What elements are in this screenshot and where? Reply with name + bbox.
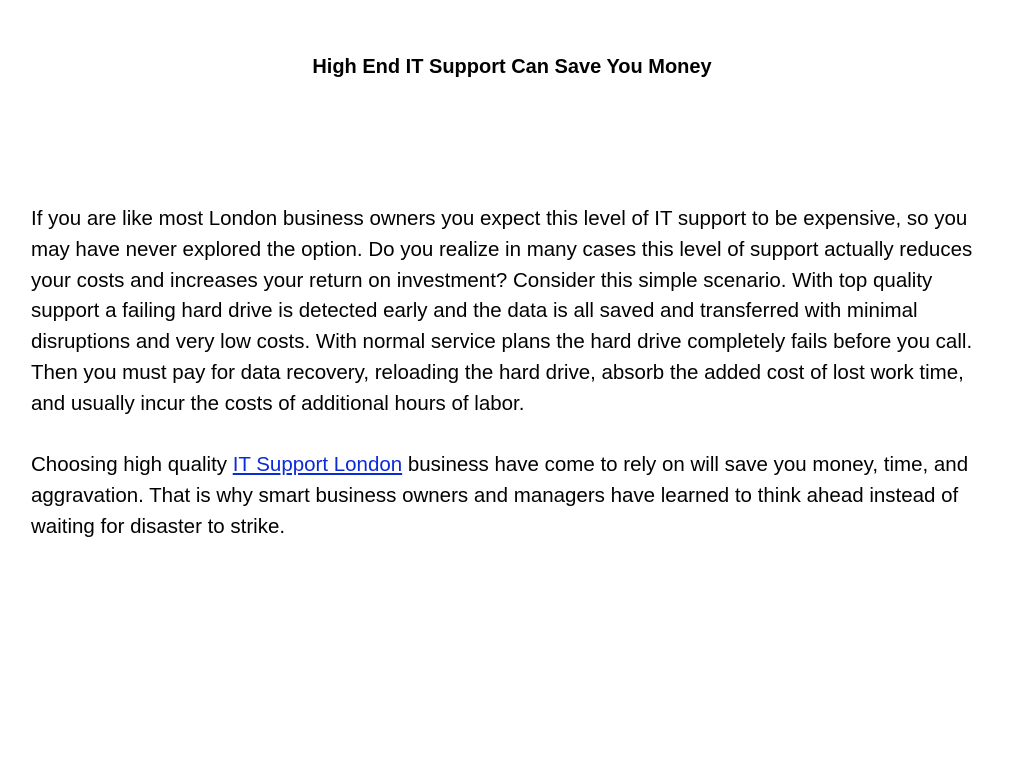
page-title: High End IT Support Can Save You Money [312, 56, 712, 78]
body-text [31, 204, 993, 543]
paragraph-1: If you are like most London business owners you expect this level of IT support to be expensive, so you may have never explored the option. Do you realize in many cases this level of support actually reduces your costs and increases your return on investment? Consider this simple scenario. With top quality support a failing hard drive is detected early and the data is all saved and transferred with minimal disruptions and very low costs. With normal service plans the hard drive completely fails before you call. Then you must pay for data recovery, reloading the hard drive, absorb the added cost of lost work time, and usually incur the costs of additional hours of labor. [31, 207, 973, 415]
paragraph-2 [31, 450, 993, 542]
paragraph-2-intro: Choosing high quality [31, 453, 233, 477]
paragraph-2-rest: business have come to rely on will save you money, time, and aggravation. That is why smart business owners and managers have learned to think ahead instead of waiting for disaster to strike. [31, 453, 969, 538]
it-support-london-link[interactable]: IT Support London [232, 453, 403, 477]
